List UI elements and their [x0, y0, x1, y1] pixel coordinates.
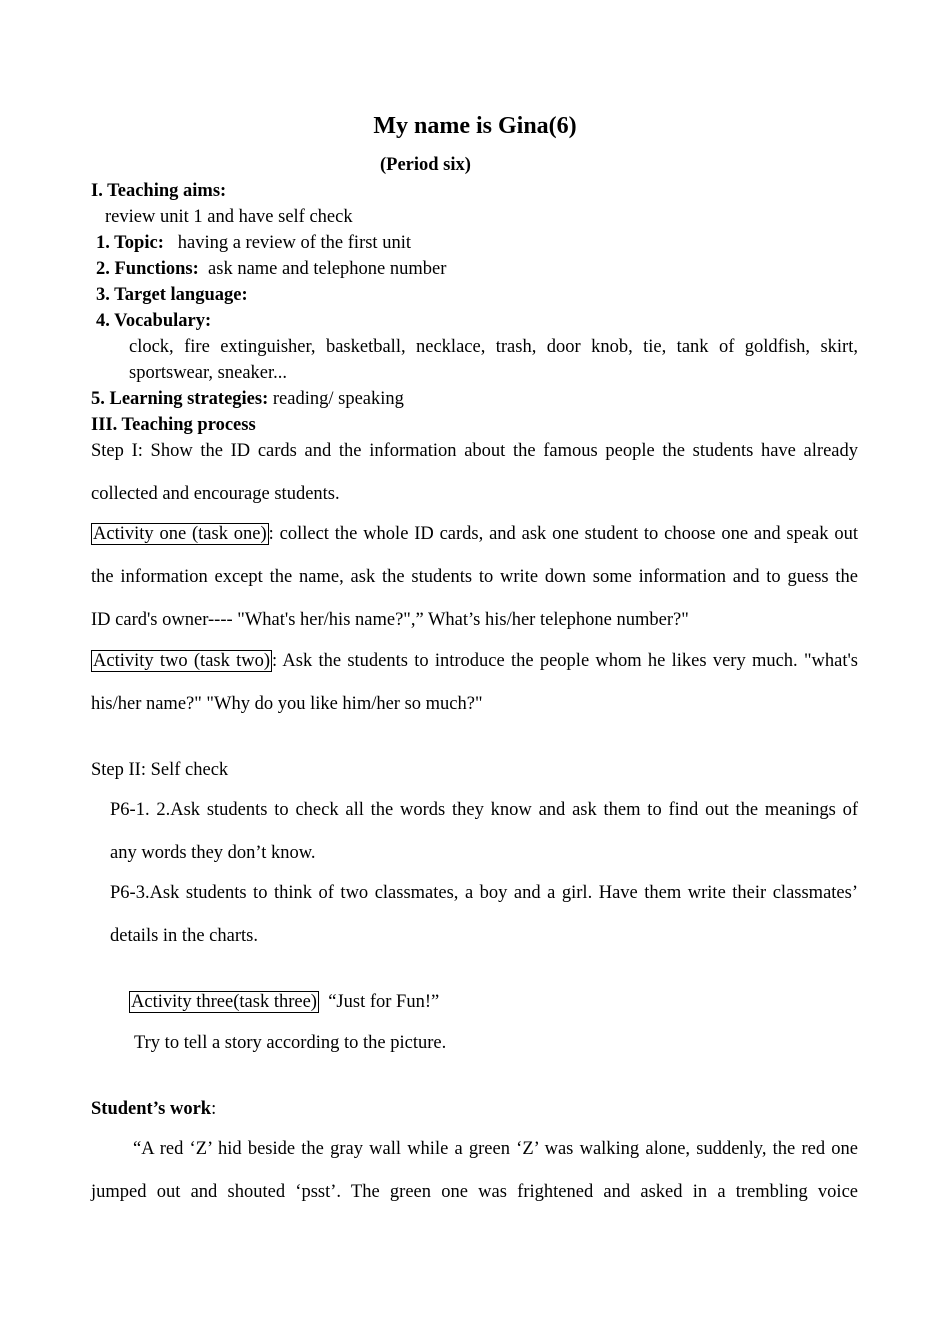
vocabulary-label: 4. Vocabulary: — [96, 311, 212, 331]
activity-one-line-2: the information except the name, ask the students to write down some information and to guess the — [91, 567, 858, 587]
strategies-line — [91, 388, 858, 410]
topic-line — [96, 232, 863, 254]
activity-three-label: Activity three(task three) — [131, 992, 317, 1012]
p6-12-line-2: any words they don’t know. — [110, 843, 316, 863]
activity-three-line — [129, 991, 896, 1013]
activity-one-line-3: ID card's owner---- "What's her/his name?",” What’s his/her telephone number?" — [91, 610, 689, 630]
student-work-heading — [91, 1098, 858, 1120]
activity-two-label: Activity two (task two) — [93, 651, 271, 671]
teaching-aims-heading: I. Teaching aims: — [91, 181, 227, 201]
strategies-text: reading/ speaking — [272, 389, 404, 409]
topic-text: having a review of the first unit — [177, 233, 411, 253]
functions-line — [96, 258, 863, 280]
document-subtitle: (Period six) — [380, 155, 471, 175]
student-work-line-1: “A red ‘Z’ hid beside the gray wall while a green ‘Z’ was walking alone, suddenly, the red one — [133, 1139, 858, 1159]
functions-text: ask name and telephone number — [208, 259, 447, 279]
teaching-process-heading: III. Teaching process — [91, 415, 256, 435]
activity-one-line-1 — [91, 523, 858, 545]
p6-12-line-1: P6-1. 2.Ask students to check all the words they know and ask them to find out the meanings of — [110, 800, 858, 820]
activity-two-line-1 — [91, 650, 858, 672]
functions-label: 2. Functions: — [96, 259, 199, 279]
activity-three-text: “Just for Fun!” — [328, 992, 440, 1012]
strategies-label: 5. Learning strategies: — [91, 389, 269, 409]
p6-3-line-1: P6-3.Ask students to think of two classmates, a boy and a girl. Have them write their classmates’ — [110, 883, 858, 903]
step2-heading: Step II: Self check — [91, 760, 229, 780]
step1-line-2: collected and encourage students. — [91, 484, 340, 504]
vocabulary-line-1: clock, fire extinguisher, basketball, necklace, trash, door knob, tie, tank of goldfish, skirt, — [129, 337, 858, 357]
topic-label: 1. Topic: — [96, 233, 164, 253]
p6-3-line-2: details in the charts. — [110, 926, 258, 946]
student-work-colon: : — [211, 1099, 217, 1119]
target-language-label: 3. Target language: — [96, 285, 248, 305]
step1-line-1: Step I: Show the ID cards and the information about the famous people the students have already — [91, 441, 858, 461]
activity-one-text: : collect the whole ID cards, and ask one student to choose one and speak out — [268, 524, 858, 544]
activity-one-label: Activity one (task one) — [93, 524, 267, 544]
student-work-label: Student’s work — [91, 1099, 212, 1119]
activity-two-text: : Ask the students to introduce the people whom he likes very much. "what's — [272, 651, 858, 671]
activity-two-line-2: his/her name?" "Why do you like him/her so much?" — [91, 694, 483, 714]
student-work-line-2: jumped out and shouted ‘psst’. The green one was frightened and asked in a trembling voice — [91, 1182, 858, 1202]
activity-three-instruction: Try to tell a story according to the picture. — [134, 1033, 447, 1053]
teaching-aims-text: review unit 1 and have self check — [105, 207, 353, 227]
vocabulary-line-2: sportswear, sneaker... — [129, 363, 287, 383]
document-title: My name is Gina(6) — [373, 113, 577, 139]
